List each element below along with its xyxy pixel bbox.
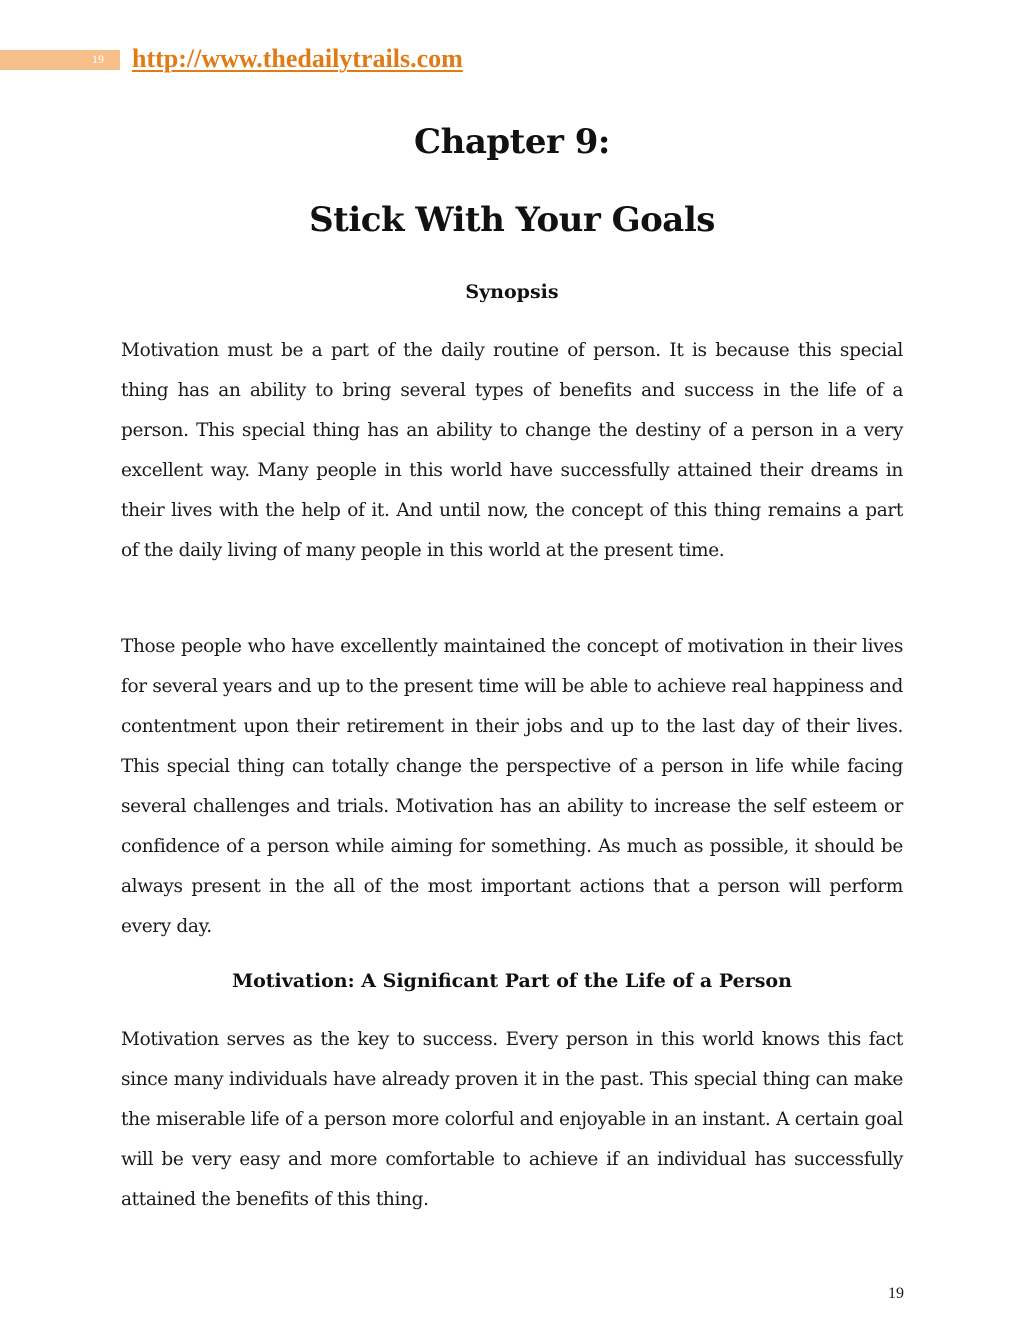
section-heading-synopsis: Synopsis [465, 281, 559, 303]
paragraph: Motivation serves as the key to success. Every person in this world knows this fact since many individuals have already proven it in the past. This special thing can make the miserable life of a person more colorful and enjoyable in an instant. A certain goal will be very easy and more comfortable to achieve if an individual has successfully attained the benefits of this thing. [121, 1029, 903, 1210]
paragraph: Those people who have excellently maintained the concept of motivation in their lives for several years and up to the present time will be able to achieve real happiness and contentment upon their retirement in their jobs and up to the last day of their lives. This special thing can totally change the perspective of a person in life while facing several challenges and trials. Motivation has an ability to increase the self esteem or confidence of a person while aiming for something. As much as possible, it should be always present in the all of the most important actions that a person will perform every day. [121, 636, 903, 937]
website-link[interactable]: http://www.thedailytrails.com [132, 44, 463, 73]
section-heading-motivation: Motivation: A Significant Part of the Life of a Person [232, 970, 792, 992]
header-page-number: 19 [92, 52, 104, 66]
chapter-number: Chapter 9: [414, 122, 610, 162]
footer-page-number: 19 [888, 1285, 904, 1302]
paragraph: Motivation must be a part of the daily routine of person. It is because this special thing has an ability to bring several types of benefits and success in the life of a person. This special thing has an ability to change the destiny of a person in a very excellent way. Many people in this world have successfully attained their dreams in their lives with the help of it. And until now, the concept of this thing remains a part of the daily living of many people in this world at the present time. [121, 340, 903, 561]
chapter-title: Stick With Your Goals [309, 200, 715, 240]
